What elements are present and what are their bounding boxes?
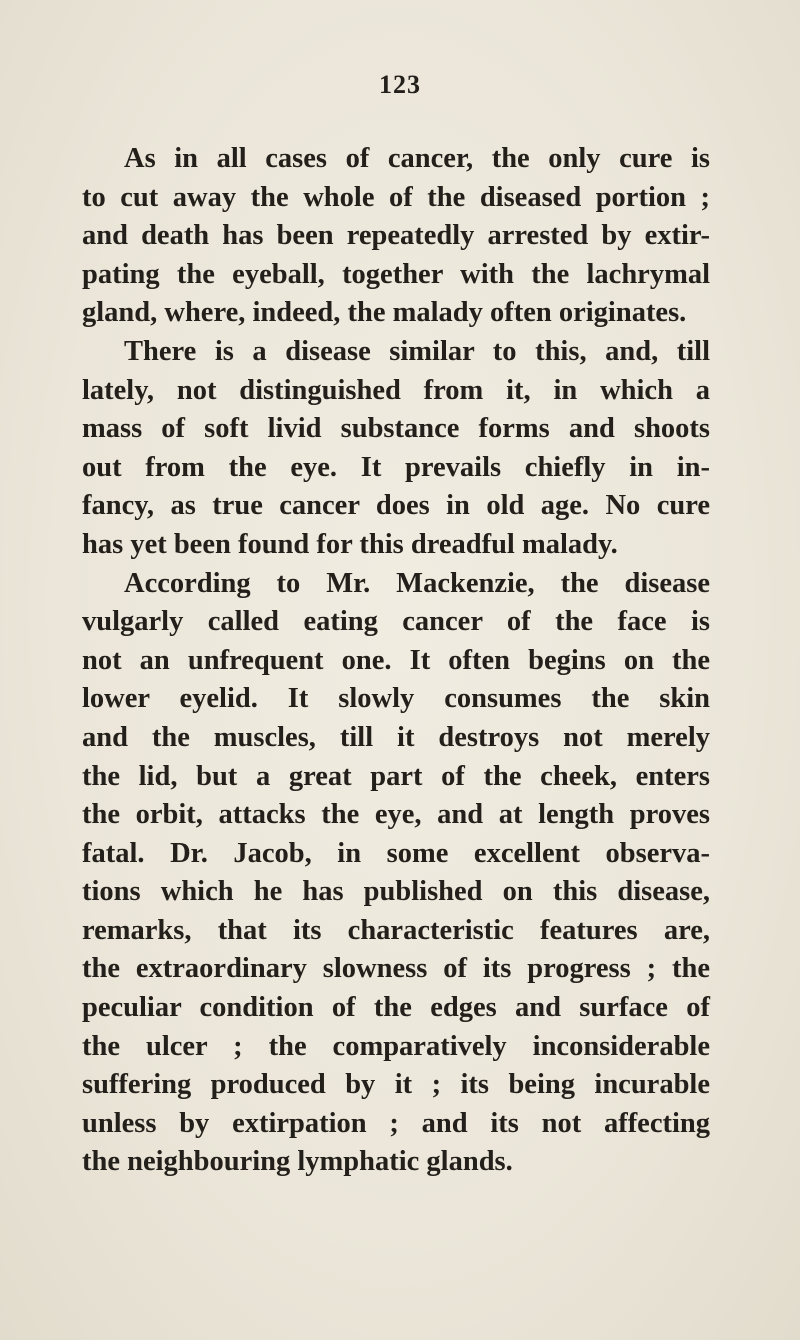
text-line: the extraordinary slowness of its progress ; the xyxy=(82,953,710,985)
text-line: and death has been repeatedly arrested by extir- xyxy=(82,220,710,252)
text-line: suffering produced by it ; its being incurable xyxy=(82,1069,710,1101)
text-line: out from the eye. It prevails chiefly in in- xyxy=(82,451,710,483)
text-line: pating the eyeball, together with the lachrymal xyxy=(82,258,710,290)
text-line: remarks, that its characteristic features are, xyxy=(82,914,710,946)
text-line: not an unfrequent one. It often begins on the xyxy=(82,644,710,676)
text-line: gland, where, indeed, the malady often originates. xyxy=(82,297,687,329)
text-line: lately, not distinguished from it, in which a xyxy=(82,374,710,406)
page-number: 123 xyxy=(379,70,421,99)
text-line: has yet been found for this dreadful malady. xyxy=(82,528,618,560)
text-line: the ulcer ; the comparatively inconsiderable xyxy=(82,1030,710,1062)
text-line: lower eyelid. It slowly consumes the skin xyxy=(82,683,710,715)
text-line: peculiar condition of the edges and surface of xyxy=(82,992,710,1024)
text-line: According to Mr. Mackenzie, the disease xyxy=(124,567,710,599)
text-line: tions which he has published on this disease, xyxy=(82,876,710,908)
text-line: fatal. Dr. Jacob, in some excellent observa- xyxy=(82,837,710,869)
body-text xyxy=(82,140,710,1182)
text-line: mass of soft livid substance forms and shoots xyxy=(82,413,710,445)
text-line: unless by extirpation ; and its not affecting xyxy=(82,1107,710,1139)
text-line: fancy, as true cancer does in old age. No cure xyxy=(82,490,710,522)
text-line: to cut away the whole of the diseased portion ; xyxy=(82,181,710,213)
text-line: the lid, but a great part of the cheek, enters xyxy=(82,760,710,792)
text-line: As in all cases of cancer, the only cure is xyxy=(124,143,710,174)
text-line: the neighbouring lymphatic glands. xyxy=(82,1146,513,1178)
text-line: There is a disease similar to this, and, till xyxy=(124,335,710,367)
text-line: and the muscles, till it destroys not merely xyxy=(82,721,710,753)
text-line: the orbit, attacks the eye, and at length proves xyxy=(82,799,710,831)
text-line: vulgarly called eating cancer of the face is xyxy=(82,606,710,638)
